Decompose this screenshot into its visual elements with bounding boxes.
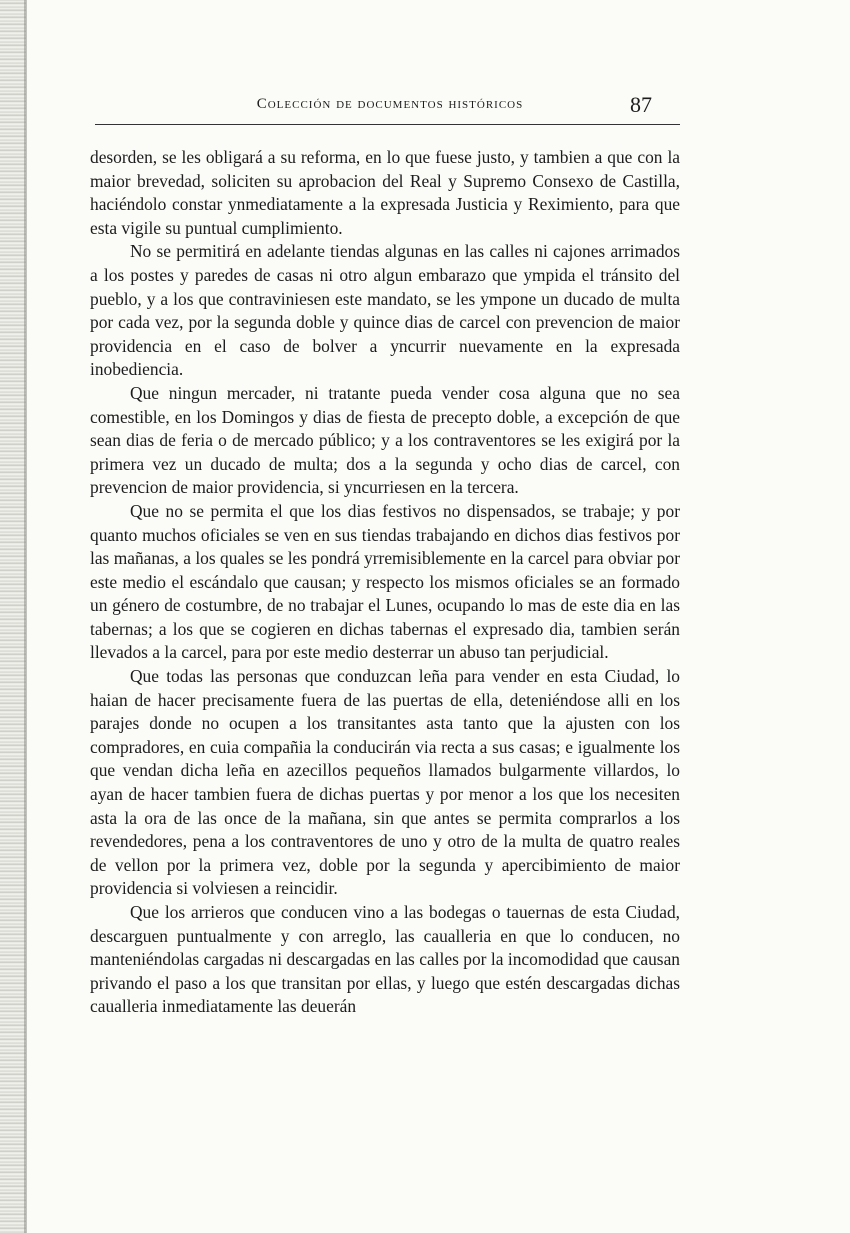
paragraph-holiday-work: Que no se permita el que los dias festivos no dispensados, se trabaje; y por quanto muchos oficiales se ven en sus tiendas trabajando en dichos dias festivos por las mañanas, a los quales se les pondrá yrremisiblemente en la carcel para obviar por este medio el escándalo que causan; y respecto los mismos oficiales se an formado un género de costumbre, de no trabajar el Lunes, ocupando lo mas de este dia en las tabernas; a los que se cogieren en dichas tabernas el expresado dia, tambien serán llevados a la carcel, para por este medio desterrar un abuso tan perjudicial. <box>90 500 680 663</box>
paragraph-firewood-sale: Que todas las personas que conduzcan leña para vender en esta Ciudad, lo haian de hacer precisamente fuera de las puertas de ella, deteniéndose alli en los parajes donde no ocupen a los transitantes asta tanto que la ajusten con los compradores, en cuia compañia la conducirán via recta a sus casas; e igualmente los que vendan dicha leña en azecillos pequeños llamados bulgarmente villardos, lo ayan de hacer tambien fuera de dichas puertas y por menor a los que los necesiten asta la ora de las once de la mañana, sin que antes se permita comprarlos a los revendedores, pena a los contraventores de uno y otro de la multa de quatro reales de vellon por la primera vez, doble por la segunda y apercibimiento de maior providencia si volviesen a reincidir. <box>90 666 680 899</box>
header-rule <box>95 124 680 125</box>
page-number: 87 <box>630 92 652 117</box>
paragraph-sunday-trade: Que ningun mercader, ni tratante pueda vender cosa alguna que no sea comestible, en los Domingos y dias de fiesta de precepto doble, a excepción de que sean dias de feria o de mercado público; y a los contraventores se les exigirá por la primera vez un ducado de multa; dos a la segunda y ocho dias de carcel, con prevencion de maior providencia, si yncurriesen en la tercera. <box>90 382 680 498</box>
paragraph-continuation: desorden, se les obligará a su reforma, en lo que fuese justo, y tambien a que con la maior brevedad, soliciten su aprobacion del Real y Supremo Consexo de Castilla, haciéndolo constar ynmediatamente a la expresada Justicia y Reximiento, para que esta vigile su puntual cumplimiento. <box>90 147 680 238</box>
book-binding-edge <box>0 0 26 1233</box>
paragraph-street-obstructions: No se permitirá en adelante tiendas algunas en las calles ni cajones arrimados a los postes y paredes de casas ni otro algun embarazo que ympida el tránsito del pueblo, y a los que contraviniesen este mandato, se les ympone un ducado de multa por cada vez, por la segunda doble y quince dias de carcel con prevencion de maior providencia en el caso de bolver a yncurrir nuevamente en la expresada inobediencia. <box>90 241 680 380</box>
running-header-title: Colección de documentos históricos <box>256 96 524 112</box>
paragraph-muleteers: Que los arrieros que conducen vino a las bodegas o tauernas de esta Ciudad, descarguen puntualmente y con arreglo, las caualleria en que lo conducen, no manteniéndolas cargadas ni descargadas en las calles por la incomodidad que causan privando el paso a los que transitan por ellas, y luego que estén descargadas dichas caualleria inmediatamente las deuerán <box>90 902 680 1017</box>
page-gutter-line <box>24 0 27 1233</box>
body-text <box>90 146 680 1019</box>
